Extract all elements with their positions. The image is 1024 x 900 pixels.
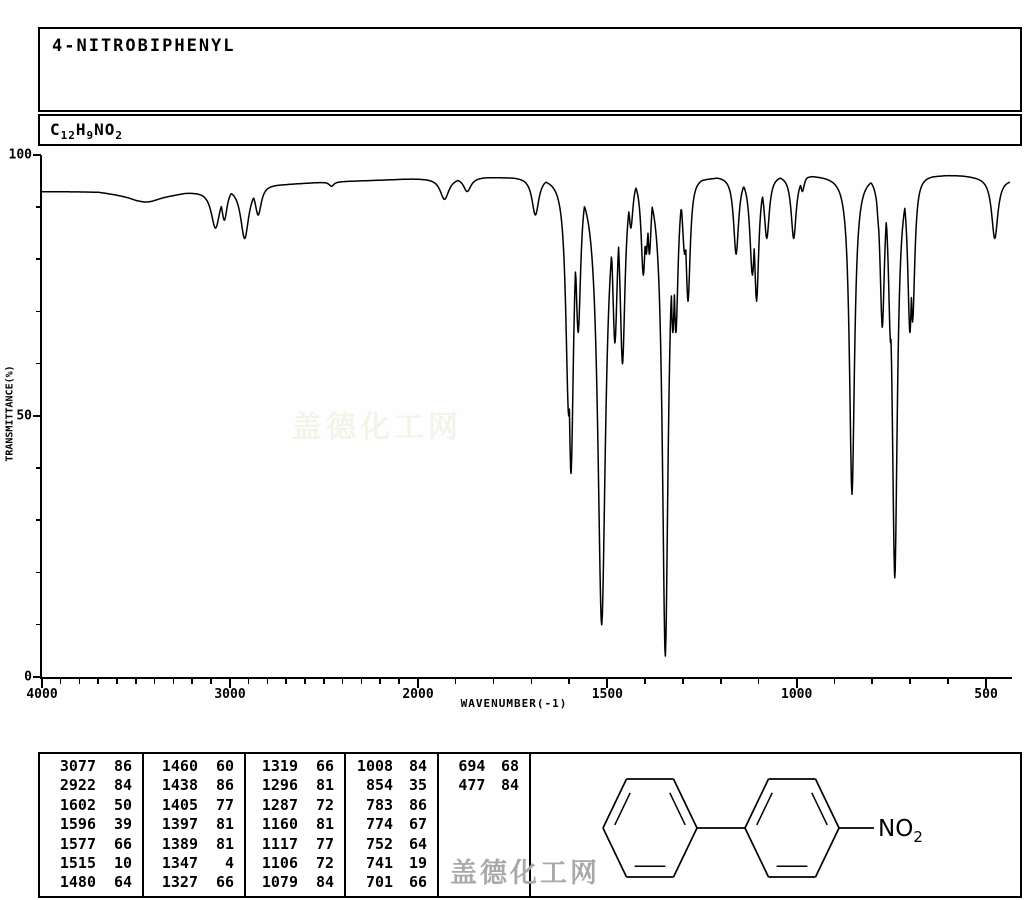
x-tick-label: 3000 <box>214 687 246 702</box>
peak-table-row <box>142 835 244 854</box>
peak-wavenumber: 741 <box>365 853 394 872</box>
ring-bond <box>816 828 840 877</box>
peak-table-row <box>244 835 344 854</box>
peak-table-row <box>142 757 244 776</box>
peak-table-column <box>142 757 244 893</box>
peak-transmittance: 72 <box>315 853 334 872</box>
peak-table-row <box>437 776 529 795</box>
x-tick-label: 2000 <box>402 687 434 702</box>
formula-part: NO <box>94 120 116 139</box>
peak-transmittance: 84 <box>500 776 519 795</box>
peak-table-row <box>142 796 244 815</box>
peak-transmittance: 84 <box>408 757 427 775</box>
peak-transmittance: 81 <box>315 776 334 795</box>
no2-label: $NO_2$ <box>878 816 923 846</box>
ring-bond <box>674 779 698 828</box>
peak-transmittance: 84 <box>315 873 334 892</box>
peak-table-row <box>40 873 142 892</box>
peak-table-row <box>244 854 344 873</box>
table-divider <box>529 754 531 896</box>
peak-table-row <box>142 815 244 834</box>
peak-transmittance: 77 <box>315 834 334 853</box>
peak-table-row <box>344 854 437 873</box>
peak-wavenumber: 854 <box>365 776 394 795</box>
peak-transmittance: 64 <box>113 873 132 892</box>
peak-transmittance: 67 <box>408 815 427 834</box>
peak-table-column <box>40 757 142 893</box>
x-axis-title: WAVENUMBER(-1) <box>460 697 568 710</box>
peak-transmittance: 81 <box>215 834 234 853</box>
y-tick-label: 50 <box>16 408 32 424</box>
peak-wavenumber: 1480 <box>59 873 96 892</box>
table-divider <box>244 754 246 896</box>
peak-wavenumber: 1460 <box>161 757 198 775</box>
peak-transmittance: 39 <box>113 815 132 834</box>
peak-wavenumber: 477 <box>458 776 486 795</box>
peak-wavenumber: 752 <box>365 834 394 853</box>
peak-wavenumber: 783 <box>365 795 394 814</box>
peak-wavenumber: 3077 <box>59 757 96 775</box>
peak-transmittance: 4 <box>224 853 234 872</box>
peak-wavenumber: 1515 <box>59 853 96 872</box>
peak-transmittance: 77 <box>215 795 234 814</box>
peak-table-row <box>40 835 142 854</box>
formula-part: 9 <box>86 129 95 143</box>
peak-transmittance: 66 <box>315 757 334 775</box>
peak-table-row <box>344 873 437 892</box>
formula-part: 12 <box>60 129 76 143</box>
peak-table-row <box>244 873 344 892</box>
peak-wavenumber: 701 <box>365 873 394 892</box>
peak-wavenumber: 1347 <box>161 853 198 872</box>
peak-wavenumber: 1287 <box>261 795 298 814</box>
peak-wavenumber: 1296 <box>261 776 298 795</box>
peak-wavenumber: 1008 <box>356 757 394 775</box>
peak-wavenumber: 1319 <box>261 757 298 775</box>
x-tick-label: 1000 <box>781 687 813 702</box>
peak-wavenumber: 1389 <box>161 834 198 853</box>
peak-table-column <box>244 757 344 893</box>
peak-transmittance: 35 <box>408 776 427 795</box>
peak-wavenumber: 1602 <box>59 795 96 814</box>
ring-bond <box>745 779 769 828</box>
peak-table-row <box>437 757 529 776</box>
peak-transmittance: 60 <box>215 757 234 775</box>
chart-watermark: 盖德化工网 <box>292 410 462 445</box>
peak-wavenumber: 694 <box>458 757 486 775</box>
peak-table-row <box>142 873 244 892</box>
compound-title: 4-NITROBIPHENYL <box>52 36 236 56</box>
peak-transmittance: 84 <box>113 776 132 795</box>
table-divider <box>437 754 439 896</box>
ring-bond <box>816 779 840 828</box>
ring-bond <box>603 828 627 877</box>
peak-table-row <box>244 796 344 815</box>
peak-wavenumber: 2922 <box>59 776 96 795</box>
peak-transmittance: 68 <box>500 757 519 775</box>
peak-transmittance: 72 <box>315 795 334 814</box>
x-tick-label: 1500 <box>591 687 623 702</box>
x-tick-label: 500 <box>974 687 998 702</box>
peak-table-row <box>344 815 437 834</box>
peak-table-row <box>344 796 437 815</box>
ring-bond <box>745 828 769 877</box>
peak-table-row <box>142 854 244 873</box>
peak-transmittance: 50 <box>113 795 132 814</box>
peak-wavenumber: 1596 <box>59 815 96 834</box>
peak-table-row <box>40 854 142 873</box>
molecule-structure <box>529 754 1024 896</box>
peak-table-row <box>244 776 344 795</box>
peak-transmittance: 66 <box>113 834 132 853</box>
peak-transmittance: 66 <box>215 873 234 892</box>
peak-transmittance: 86 <box>113 757 132 775</box>
peak-transmittance: 81 <box>215 815 234 834</box>
peak-wavenumber: 774 <box>365 815 394 834</box>
ring-bond <box>603 779 627 828</box>
y-tick-label: 100 <box>8 147 32 163</box>
peak-table-row <box>344 776 437 795</box>
peak-table-row <box>244 757 344 776</box>
peak-wavenumber: 1106 <box>261 853 298 872</box>
peak-transmittance: 10 <box>113 853 132 872</box>
peak-transmittance: 66 <box>408 873 427 892</box>
peak-wavenumber: 1160 <box>261 815 298 834</box>
x-tick-label: 4000 <box>26 687 58 702</box>
peak-table-row <box>344 835 437 854</box>
peak-transmittance: 64 <box>408 834 427 853</box>
peak-wavenumber: 1117 <box>261 834 298 853</box>
peak-wavenumber: 1438 <box>161 776 198 795</box>
peak-table-column <box>437 757 529 796</box>
peak-table-row <box>40 796 142 815</box>
formula-part: C <box>50 120 61 139</box>
ring-bond <box>674 828 698 877</box>
formula-part: 2 <box>115 129 124 143</box>
peak-wavenumber: 1577 <box>59 834 96 853</box>
formula-part: H <box>75 120 87 139</box>
peak-table-row <box>344 757 437 776</box>
y-axis-title: TRANSMITTANCE(%) <box>4 365 16 462</box>
peak-wavenumber: 1327 <box>161 873 198 892</box>
peak-table-box <box>38 752 1022 898</box>
peak-table-row <box>40 757 142 776</box>
peak-table-row <box>244 815 344 834</box>
peak-transmittance: 86 <box>408 795 427 814</box>
peak-table-row <box>40 815 142 834</box>
spectrum-curve <box>42 176 1010 656</box>
peak-wavenumber: 1405 <box>161 795 198 814</box>
peak-transmittance: 81 <box>315 815 334 834</box>
table-divider <box>142 754 144 896</box>
table-divider <box>344 754 346 896</box>
y-tick-label: 0 <box>24 669 32 685</box>
site-watermark: 盖德化工网 <box>450 858 600 889</box>
peak-transmittance: 86 <box>215 776 234 795</box>
peak-transmittance: 19 <box>408 853 427 872</box>
peak-table-column <box>344 757 437 893</box>
peak-table-row <box>40 776 142 795</box>
peak-wavenumber: 1079 <box>261 873 298 892</box>
peak-wavenumber: 1397 <box>161 815 198 834</box>
peak-table-row <box>142 776 244 795</box>
